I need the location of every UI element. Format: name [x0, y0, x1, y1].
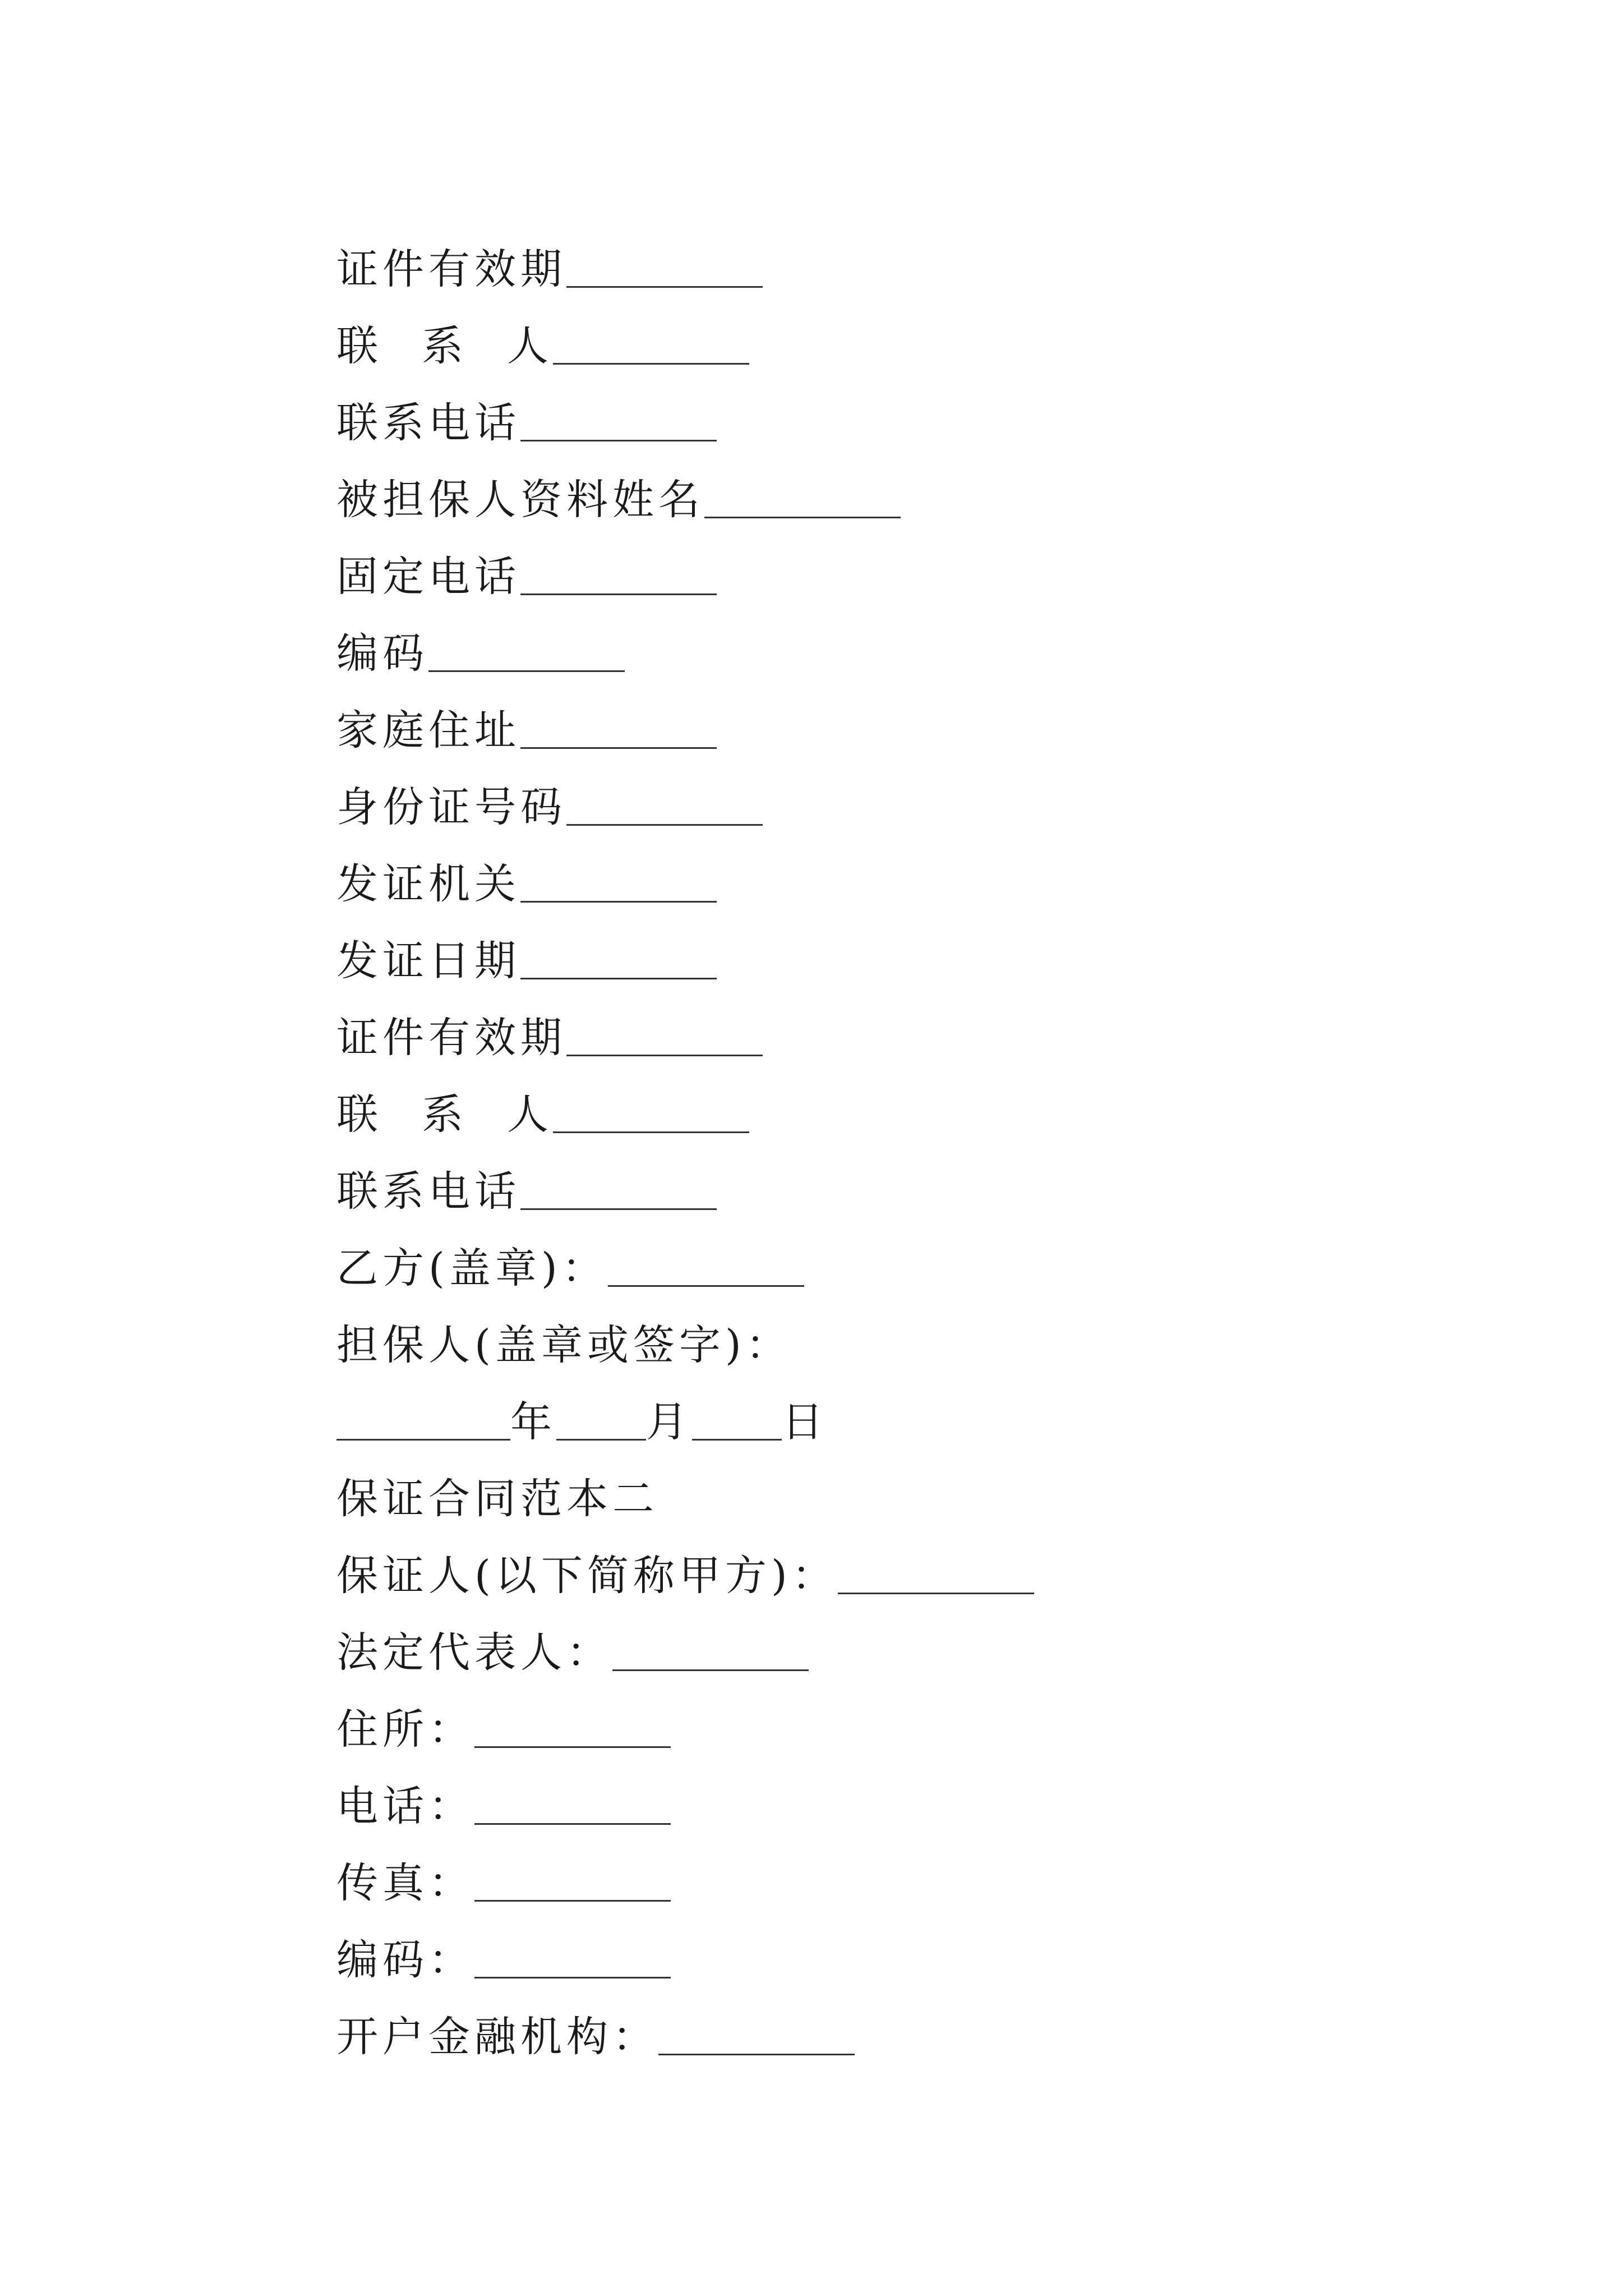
fill-blank: [474, 1899, 671, 1902]
fill-blank: [520, 977, 717, 979]
fill-blank: [520, 900, 717, 903]
field-label: 住所：: [336, 1705, 474, 1754]
field-label: 联系电话: [336, 1167, 520, 1216]
field-id-number: [336, 751, 1514, 831]
fill-blank: [428, 670, 625, 672]
field-label-part: 人: [507, 1091, 553, 1139]
field-label-part: 联: [336, 322, 382, 370]
field-label: 证件有效期: [336, 245, 566, 293]
field-label: 联系电话: [336, 399, 520, 447]
fill-blank: [520, 439, 717, 441]
fill-blank: [838, 1592, 1034, 1594]
field-guarantor-signature: [336, 1289, 1514, 1369]
day-label: 日: [782, 1398, 828, 1446]
field-cert-validity-1: [336, 213, 1514, 293]
field-party-b-seal: [336, 1212, 1514, 1292]
fill-blank: [566, 1054, 763, 1056]
field-label: 发证机关: [336, 860, 520, 908]
section-title: [336, 1443, 1514, 1523]
field-contact-person-2: [336, 1059, 1514, 1139]
field-label-part: 联: [336, 1091, 382, 1139]
field-label: 证件有效期: [336, 1014, 566, 1062]
year-blank: [336, 1438, 510, 1441]
field-issue-date: [336, 905, 1514, 985]
field-label: 担保人(盖章或签字)：: [336, 1321, 792, 1369]
field-label: 保证人(以下简称甲方)：: [336, 1552, 838, 1600]
field-label: 开户金融机构：: [336, 2013, 658, 2061]
field-label: 传真：: [336, 1859, 474, 1907]
field-issuing-authority: [336, 828, 1514, 908]
field-label: 法定代表人：: [336, 1628, 612, 1677]
field-phone: [336, 1750, 1514, 1830]
field-label: 被担保人资料姓名: [336, 476, 704, 524]
field-label: 固定电话: [336, 553, 520, 601]
field-label: 电话：: [336, 1782, 474, 1830]
field-label-part: 人: [507, 322, 553, 370]
fill-blank: [658, 2053, 855, 2055]
field-label: 编码：: [336, 1936, 474, 1984]
fill-blank: [566, 286, 763, 288]
field-label-part: 系: [422, 1091, 468, 1139]
fill-blank: [474, 1823, 671, 1825]
field-home-address: [336, 674, 1514, 754]
field-cert-validity-2: [336, 982, 1514, 1062]
fill-blank: [520, 593, 717, 595]
fill-blank: [474, 1746, 671, 1748]
fill-blank: [608, 1285, 804, 1287]
fill-blank: [704, 516, 901, 518]
field-landline: [336, 521, 1514, 601]
field-bank: [336, 1981, 1514, 2061]
field-label: 编码: [336, 629, 428, 678]
month-label: 月: [646, 1398, 692, 1446]
date-line: [336, 1366, 1514, 1446]
field-label: 身份证号码: [336, 783, 566, 831]
field-label: 乙方(盖章)：: [336, 1244, 608, 1292]
form-lines: [336, 213, 1514, 2061]
field-fax: [336, 1827, 1514, 1907]
field-contact-phone-1: [336, 367, 1514, 447]
fill-blank: [520, 1208, 717, 1210]
fill-blank: [474, 1976, 671, 1978]
section-heading: 保证合同范本二: [336, 1475, 658, 1523]
field-label-part: 系: [422, 322, 468, 370]
field-guaranteed-name: [336, 444, 1514, 524]
fill-blank: [520, 747, 717, 749]
fill-blank: [553, 362, 749, 365]
day-blank: [692, 1438, 782, 1441]
fill-blank: [612, 1669, 809, 1671]
field-legal-rep: [336, 1596, 1514, 1677]
field-postcode-1: [336, 597, 1514, 678]
month-blank: [556, 1438, 646, 1441]
field-label: 发证日期: [336, 937, 520, 985]
field-postcode-2: [336, 1904, 1514, 1984]
fill-blank: [566, 823, 763, 826]
field-residence: [336, 1673, 1514, 1754]
field-contact-phone-2: [336, 1135, 1514, 1216]
field-guarantor-party-a: [336, 1520, 1514, 1600]
field-contact-person-1: [336, 290, 1514, 370]
year-label: 年: [510, 1398, 556, 1446]
fill-blank: [553, 1131, 749, 1133]
field-label: 家庭住址: [336, 706, 520, 754]
